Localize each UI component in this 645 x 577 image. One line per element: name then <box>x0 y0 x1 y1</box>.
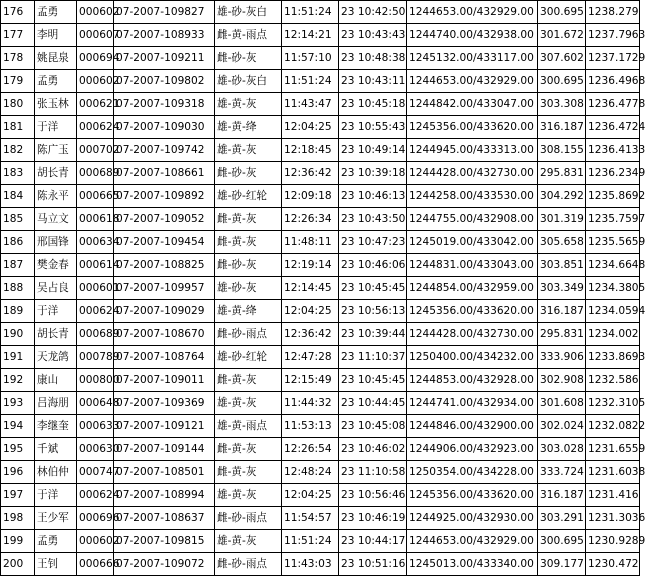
ring-number-cell: 07-2007-108670 <box>114 323 215 346</box>
clock-time-cell: 12:26:34 <box>282 208 339 231</box>
bird-description-cell: 雄-黄-灰 <box>215 93 282 116</box>
arrival-time-cell: 23 10:43:11 <box>339 70 407 93</box>
owner-name-cell: 胡长青 <box>35 162 77 185</box>
ring-number-cell: 07-2007-109030 <box>114 116 215 139</box>
distance-cell: 303.028 <box>538 438 586 461</box>
bird-description-cell: 雌-黄-灰 <box>215 208 282 231</box>
member-id-cell: 000789 <box>77 346 114 369</box>
ring-number-cell: 07-2007-108637 <box>114 507 215 530</box>
coordinates-cell: 1250354.00/434228.00 <box>407 461 538 484</box>
rank-cell: 183 <box>1 162 35 185</box>
rank-cell: 182 <box>1 139 35 162</box>
distance-cell: 333.724 <box>538 461 586 484</box>
coordinates-cell: 1244653.00/432929.00 <box>407 70 538 93</box>
member-id-cell: 000689 <box>77 323 114 346</box>
ring-number-cell: 07-2007-108994 <box>114 484 215 507</box>
arrival-time-cell: 23 10:45:45 <box>339 277 407 300</box>
arrival-time-cell: 23 10:42:50 <box>339 1 407 24</box>
clock-time-cell: 11:57:10 <box>282 47 339 70</box>
bird-description-cell: 雌-黄-灰 <box>215 369 282 392</box>
speed-cell: 1234.6648 <box>586 254 640 277</box>
coordinates-cell: 1250400.00/434232.00 <box>407 346 538 369</box>
table-row <box>1 208 640 231</box>
clock-time-cell: 11:53:13 <box>282 415 339 438</box>
rank-cell: 191 <box>1 346 35 369</box>
distance-cell: 316.187 <box>538 484 586 507</box>
table-row <box>1 300 640 323</box>
coordinates-cell: 1244740.00/432938.00 <box>407 24 538 47</box>
owner-name-cell: 孟勇 <box>35 530 77 553</box>
table-row <box>1 162 640 185</box>
speed-cell: 1230.472 <box>586 553 640 576</box>
table-row <box>1 93 640 116</box>
owner-name-cell: 李明 <box>35 24 77 47</box>
clock-time-cell: 11:51:24 <box>282 1 339 24</box>
distance-cell: 303.308 <box>538 93 586 116</box>
owner-name-cell: 胡长青 <box>35 323 77 346</box>
rank-cell: 190 <box>1 323 35 346</box>
bird-description-cell: 雄-黄-灰 <box>215 392 282 415</box>
arrival-time-cell: 23 10:46:06 <box>339 254 407 277</box>
distance-cell: 333.906 <box>538 346 586 369</box>
speed-cell: 1235.5659 <box>586 231 640 254</box>
coordinates-cell: 1244842.00/433047.00 <box>407 93 538 116</box>
owner-name-cell: 于洋 <box>35 300 77 323</box>
member-id-cell: 000602 <box>77 70 114 93</box>
clock-time-cell: 12:14:45 <box>282 277 339 300</box>
arrival-time-cell: 23 10:46:02 <box>339 438 407 461</box>
rank-cell: 195 <box>1 438 35 461</box>
rank-cell: 197 <box>1 484 35 507</box>
ring-number-cell: 07-2007-108764 <box>114 346 215 369</box>
clock-time-cell: 11:43:47 <box>282 93 339 116</box>
bird-description-cell: 雌-黄-雨点 <box>215 24 282 47</box>
speed-cell: 1235.8692 <box>586 185 640 208</box>
ring-number-cell: 07-2007-109369 <box>114 392 215 415</box>
clock-time-cell: 12:04:25 <box>282 300 339 323</box>
table-row <box>1 231 640 254</box>
clock-time-cell: 12:04:25 <box>282 484 339 507</box>
table-row <box>1 553 640 576</box>
distance-cell: 303.291 <box>538 507 586 530</box>
table-row <box>1 461 640 484</box>
rank-cell: 196 <box>1 461 35 484</box>
ring-number-cell: 07-2007-109742 <box>114 139 215 162</box>
ring-number-cell: 07-2007-108933 <box>114 24 215 47</box>
owner-name-cell: 孟勇 <box>35 1 77 24</box>
rank-cell: 189 <box>1 300 35 323</box>
rank-cell: 179 <box>1 70 35 93</box>
speed-cell: 1233.8693 <box>586 346 640 369</box>
distance-cell: 307.602 <box>538 47 586 70</box>
speed-cell: 1231.3036 <box>586 507 640 530</box>
owner-name-cell: 吴占良 <box>35 277 77 300</box>
coordinates-cell: 1244741.00/432934.00 <box>407 392 538 415</box>
bird-description-cell: 雌-砂-雨点 <box>215 553 282 576</box>
ring-number-cell: 07-2007-109957 <box>114 277 215 300</box>
member-id-cell: 000648 <box>77 392 114 415</box>
owner-name-cell: 康山 <box>35 369 77 392</box>
arrival-time-cell: 23 11:10:37 <box>339 346 407 369</box>
speed-cell: 1234.002 <box>586 323 640 346</box>
ring-number-cell: 07-2007-108501 <box>114 461 215 484</box>
clock-time-cell: 12:47:28 <box>282 346 339 369</box>
speed-cell: 1236.4778 <box>586 93 640 116</box>
member-id-cell: 000666 <box>77 553 114 576</box>
bird-description-cell: 雄-砂-灰白 <box>215 70 282 93</box>
distance-cell: 303.349 <box>538 277 586 300</box>
member-id-cell: 000602 <box>77 1 114 24</box>
speed-cell: 1236.2349 <box>586 162 640 185</box>
ring-number-cell: 07-2007-109144 <box>114 438 215 461</box>
bird-description-cell: 雄-砂-灰 <box>215 277 282 300</box>
table-row <box>1 277 640 300</box>
owner-name-cell: 邢国锋 <box>35 231 77 254</box>
member-id-cell: 000634 <box>77 231 114 254</box>
table-row <box>1 24 640 47</box>
member-id-cell: 000624 <box>77 116 114 139</box>
member-id-cell: 000630 <box>77 438 114 461</box>
member-id-cell: 000607 <box>77 24 114 47</box>
results-body <box>1 1 645 576</box>
distance-cell: 301.608 <box>538 392 586 415</box>
coordinates-cell: 1244653.00/432929.00 <box>407 1 538 24</box>
clock-time-cell: 12:14:21 <box>282 24 339 47</box>
clock-time-cell: 11:51:24 <box>282 70 339 93</box>
distance-cell: 301.672 <box>538 24 586 47</box>
owner-name-cell: 张玉林 <box>35 93 77 116</box>
arrival-time-cell: 23 10:43:43 <box>339 24 407 47</box>
owner-name-cell: 陈广玉 <box>35 139 77 162</box>
coordinates-cell: 1244853.00/432928.00 <box>407 369 538 392</box>
owner-name-cell: 林伯仲 <box>35 461 77 484</box>
member-id-cell: 000800 <box>77 369 114 392</box>
distance-cell: 316.187 <box>538 116 586 139</box>
speed-cell: 1236.4724 <box>586 116 640 139</box>
coordinates-cell: 1244831.00/433043.00 <box>407 254 538 277</box>
rank-cell: 178 <box>1 47 35 70</box>
arrival-time-cell: 23 10:44:17 <box>339 530 407 553</box>
distance-cell: 304.292 <box>538 185 586 208</box>
ring-number-cell: 07-2007-109121 <box>114 415 215 438</box>
bird-description-cell: 雌-砂-灰 <box>215 254 282 277</box>
coordinates-cell: 1244854.00/432959.00 <box>407 277 538 300</box>
speed-cell: 1232.586 <box>586 369 640 392</box>
distance-cell: 305.658 <box>538 231 586 254</box>
member-id-cell: 000602 <box>77 530 114 553</box>
member-id-cell: 000702 <box>77 139 114 162</box>
bird-description-cell: 雄-砂-红轮 <box>215 185 282 208</box>
arrival-time-cell: 23 10:49:14 <box>339 139 407 162</box>
owner-name-cell: 姚昆泉 <box>35 47 77 70</box>
table-row <box>1 47 640 70</box>
ring-number-cell: 07-2007-109211 <box>114 47 215 70</box>
rank-cell: 186 <box>1 231 35 254</box>
rank-cell: 176 <box>1 1 35 24</box>
owner-name-cell: 王钊 <box>35 553 77 576</box>
ring-number-cell: 07-2007-109072 <box>114 553 215 576</box>
ring-number-cell: 07-2007-108661 <box>114 162 215 185</box>
arrival-time-cell: 23 10:56:46 <box>339 484 407 507</box>
owner-name-cell: 天龙鸽 <box>35 346 77 369</box>
table-row <box>1 346 640 369</box>
bird-description-cell: 雄-砂-灰白 <box>215 1 282 24</box>
table-row <box>1 254 640 277</box>
arrival-time-cell: 23 10:46:13 <box>339 185 407 208</box>
table-row <box>1 323 640 346</box>
owner-name-cell: 吕海朋 <box>35 392 77 415</box>
bird-description-cell: 雄-黄-灰 <box>215 530 282 553</box>
owner-name-cell: 王少军 <box>35 507 77 530</box>
table-row <box>1 415 640 438</box>
ring-number-cell: 07-2007-109802 <box>114 70 215 93</box>
arrival-time-cell: 23 10:56:13 <box>339 300 407 323</box>
bird-description-cell: 雌-黄-灰 <box>215 231 282 254</box>
distance-cell: 301.319 <box>538 208 586 231</box>
owner-name-cell: 千斌 <box>35 438 77 461</box>
rank-cell: 187 <box>1 254 35 277</box>
rank-cell: 181 <box>1 116 35 139</box>
coordinates-cell: 1244428.00/432730.00 <box>407 323 538 346</box>
distance-cell: 295.831 <box>538 323 586 346</box>
speed-cell: 1235.7597 <box>586 208 640 231</box>
arrival-time-cell: 23 10:47:23 <box>339 231 407 254</box>
clock-time-cell: 12:19:14 <box>282 254 339 277</box>
ring-number-cell: 07-2007-109454 <box>114 231 215 254</box>
bird-description-cell: 雄-黄-灰 <box>215 139 282 162</box>
distance-cell: 308.155 <box>538 139 586 162</box>
table-row <box>1 438 640 461</box>
ring-number-cell: 07-2007-108825 <box>114 254 215 277</box>
speed-cell: 1231.6559 <box>586 438 640 461</box>
clock-time-cell: 11:48:11 <box>282 231 339 254</box>
speed-cell: 1234.3805 <box>586 277 640 300</box>
owner-name-cell: 陈永平 <box>35 185 77 208</box>
owner-name-cell: 于洋 <box>35 116 77 139</box>
clock-time-cell: 11:51:24 <box>282 530 339 553</box>
ring-number-cell: 07-2007-109011 <box>114 369 215 392</box>
member-id-cell: 000624 <box>77 484 114 507</box>
speed-cell: 1232.3105 <box>586 392 640 415</box>
speed-cell: 1237.1729 <box>586 47 640 70</box>
member-id-cell: 000665 <box>77 185 114 208</box>
arrival-time-cell: 23 10:39:44 <box>339 323 407 346</box>
rank-cell: 193 <box>1 392 35 415</box>
distance-cell: 316.187 <box>538 300 586 323</box>
arrival-time-cell: 23 10:45:45 <box>339 369 407 392</box>
coordinates-cell: 1245356.00/433620.00 <box>407 484 538 507</box>
distance-cell: 300.695 <box>538 1 586 24</box>
ring-number-cell: 07-2007-109029 <box>114 300 215 323</box>
coordinates-cell: 1245356.00/433620.00 <box>407 300 538 323</box>
bird-description-cell: 雌-砂-灰 <box>215 47 282 70</box>
table-row <box>1 70 640 93</box>
table-row <box>1 507 640 530</box>
coordinates-cell: 1245013.00/433340.00 <box>407 553 538 576</box>
arrival-time-cell: 23 10:43:50 <box>339 208 407 231</box>
rank-cell: 177 <box>1 24 35 47</box>
clock-time-cell: 12:36:42 <box>282 162 339 185</box>
arrival-time-cell: 23 10:44:45 <box>339 392 407 415</box>
clock-time-cell: 12:15:49 <box>282 369 339 392</box>
rank-cell: 194 <box>1 415 35 438</box>
coordinates-cell: 1244945.00/433313.00 <box>407 139 538 162</box>
member-id-cell: 000601 <box>77 277 114 300</box>
clock-time-cell: 11:54:57 <box>282 507 339 530</box>
ring-number-cell: 07-2007-109892 <box>114 185 215 208</box>
arrival-time-cell: 23 10:51:16 <box>339 553 407 576</box>
clock-time-cell: 12:36:42 <box>282 323 339 346</box>
table-row <box>1 392 640 415</box>
clock-time-cell: 12:09:18 <box>282 185 339 208</box>
coordinates-cell: 1245019.00/433042.00 <box>407 231 538 254</box>
member-id-cell: 000696 <box>77 507 114 530</box>
member-id-cell: 000689 <box>77 162 114 185</box>
bird-description-cell: 雌-砂-灰 <box>215 162 282 185</box>
distance-cell: 309.177 <box>538 553 586 576</box>
bird-description-cell: 雌-黄-灰 <box>215 461 282 484</box>
member-id-cell: 000633 <box>77 415 114 438</box>
distance-cell: 302.024 <box>538 415 586 438</box>
coordinates-cell: 1244428.00/432730.00 <box>407 162 538 185</box>
speed-cell: 1236.4133 <box>586 139 640 162</box>
arrival-time-cell: 23 10:48:38 <box>339 47 407 70</box>
member-id-cell: 000694 <box>77 47 114 70</box>
clock-time-cell: 11:44:32 <box>282 392 339 415</box>
coordinates-cell: 1244906.00/432923.00 <box>407 438 538 461</box>
distance-cell: 300.695 <box>538 530 586 553</box>
distance-cell: 302.908 <box>538 369 586 392</box>
table-row <box>1 185 640 208</box>
distance-cell: 295.831 <box>538 162 586 185</box>
arrival-time-cell: 23 11:10:58 <box>339 461 407 484</box>
coordinates-cell: 1245132.00/433117.00 <box>407 47 538 70</box>
member-id-cell: 000618 <box>77 208 114 231</box>
distance-cell: 300.695 <box>538 70 586 93</box>
ring-number-cell: 07-2007-109052 <box>114 208 215 231</box>
bird-description-cell: 雄-砂-红轮 <box>215 346 282 369</box>
member-id-cell: 000624 <box>77 300 114 323</box>
rank-cell: 199 <box>1 530 35 553</box>
table-row <box>1 484 640 507</box>
speed-cell: 1232.0822 <box>586 415 640 438</box>
rank-cell: 180 <box>1 93 35 116</box>
clock-time-cell: 12:04:25 <box>282 116 339 139</box>
speed-cell: 1236.4968 <box>586 70 640 93</box>
table-row <box>1 116 640 139</box>
table-row <box>1 139 640 162</box>
bird-description-cell: 雄-黄-绛 <box>215 116 282 139</box>
coordinates-cell: 1244653.00/432929.00 <box>407 530 538 553</box>
coordinates-cell: 1244755.00/432908.00 <box>407 208 538 231</box>
owner-name-cell: 于洋 <box>35 484 77 507</box>
speed-cell: 1231.6038 <box>586 461 640 484</box>
bird-description-cell: 雄-黄-雨点 <box>215 415 282 438</box>
distance-cell: 303.851 <box>538 254 586 277</box>
rank-cell: 200 <box>1 553 35 576</box>
coordinates-cell: 1244846.00/432900.00 <box>407 415 538 438</box>
clock-time-cell: 12:26:54 <box>282 438 339 461</box>
table-row <box>1 369 640 392</box>
ring-number-cell: 07-2007-109815 <box>114 530 215 553</box>
bird-description-cell: 雄-黄-绛 <box>215 300 282 323</box>
arrival-time-cell: 23 10:46:19 <box>339 507 407 530</box>
bird-description-cell: 雌-砂-雨点 <box>215 507 282 530</box>
member-id-cell: 000614 <box>77 254 114 277</box>
owner-name-cell: 马立文 <box>35 208 77 231</box>
coordinates-cell: 1244925.00/432930.00 <box>407 507 538 530</box>
coordinates-cell: 1245356.00/433620.00 <box>407 116 538 139</box>
table-row <box>1 530 640 553</box>
bird-description-cell: 雌-砂-雨点 <box>215 323 282 346</box>
rank-cell: 184 <box>1 185 35 208</box>
speed-cell: 1230.9289 <box>586 530 640 553</box>
arrival-time-cell: 23 10:45:18 <box>339 93 407 116</box>
owner-name-cell: 李继奎 <box>35 415 77 438</box>
owner-name-cell: 樊金春 <box>35 254 77 277</box>
rank-cell: 192 <box>1 369 35 392</box>
bird-description-cell: 雌-黄-灰 <box>215 438 282 461</box>
clock-time-cell: 12:18:45 <box>282 139 339 162</box>
ring-number-cell: 07-2007-109318 <box>114 93 215 116</box>
rank-cell: 185 <box>1 208 35 231</box>
arrival-time-cell: 23 10:55:43 <box>339 116 407 139</box>
rank-cell: 188 <box>1 277 35 300</box>
arrival-time-cell: 23 10:39:18 <box>339 162 407 185</box>
owner-name-cell: 孟勇 <box>35 70 77 93</box>
table-row <box>1 1 640 24</box>
clock-time-cell: 11:43:03 <box>282 553 339 576</box>
member-id-cell: 000747 <box>77 461 114 484</box>
rank-cell: 198 <box>1 507 35 530</box>
bird-description-cell: 雄-黄-灰 <box>215 484 282 507</box>
clock-time-cell: 12:48:24 <box>282 461 339 484</box>
speed-cell: 1231.416 <box>586 484 640 507</box>
speed-cell: 1238.279 <box>586 1 640 24</box>
arrival-time-cell: 23 10:45:08 <box>339 415 407 438</box>
speed-cell: 1237.7963 <box>586 24 640 47</box>
coordinates-cell: 1244258.00/433530.00 <box>407 185 538 208</box>
ring-number-cell: 07-2007-109827 <box>114 1 215 24</box>
member-id-cell: 000621 <box>77 93 114 116</box>
speed-cell: 1234.0594 <box>586 300 640 323</box>
